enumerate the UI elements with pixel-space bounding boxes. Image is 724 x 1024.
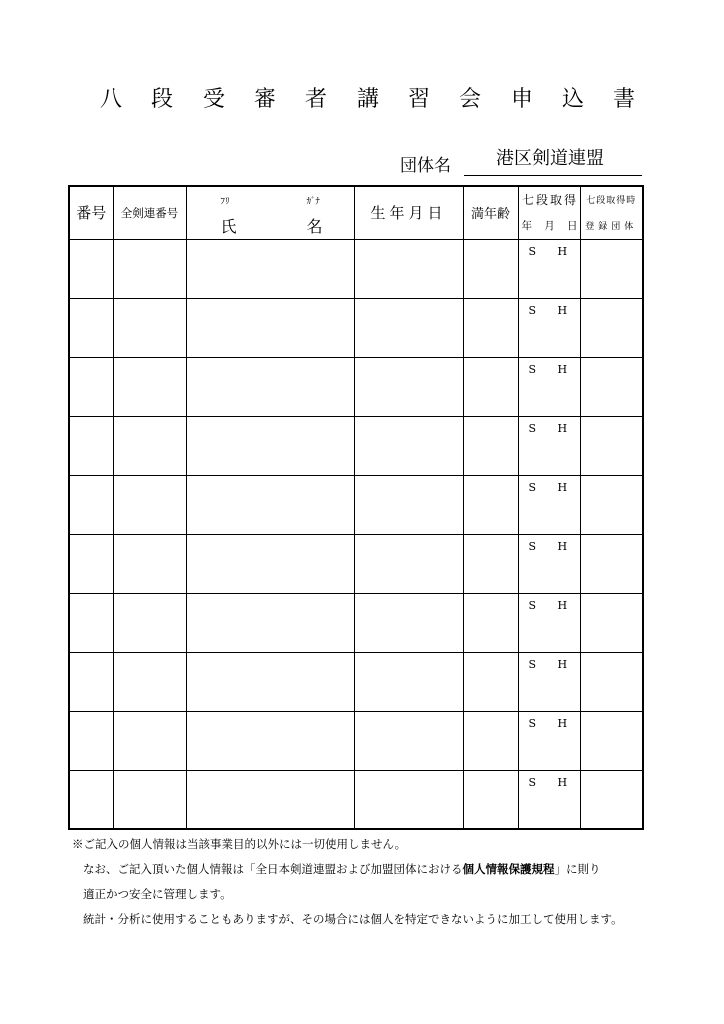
application-table	[68, 185, 644, 830]
cell-name[interactable]	[186, 357, 354, 416]
cell-seventh-dan-date[interactable]	[518, 298, 580, 357]
organization-field	[400, 144, 642, 174]
title-char: 審	[253, 87, 276, 112]
cell-seventh-dan-date-value: S H	[528, 657, 577, 671]
cell-zenkenren-number[interactable]	[113, 298, 186, 357]
cell-seventh-dan-org[interactable]	[580, 652, 643, 711]
table-header-row	[69, 186, 643, 239]
cell-seventh-dan-org[interactable]	[580, 298, 643, 357]
cell-seventh-dan-org[interactable]	[580, 239, 643, 298]
cell-name[interactable]	[186, 770, 354, 829]
cell-number[interactable]	[69, 239, 113, 298]
note-line-2a: なお、ご記入頂いた個人情報は「全日本剣道連盟および加盟団体における	[83, 862, 463, 876]
cell-seventh-dan-date[interactable]	[518, 416, 580, 475]
organization-label: 団体名	[400, 156, 451, 176]
title-char: 書	[612, 87, 635, 112]
cell-number[interactable]	[69, 534, 113, 593]
cell-birthdate[interactable]	[354, 416, 463, 475]
header-day: 日	[567, 220, 578, 232]
cell-seventh-dan-org[interactable]	[580, 593, 643, 652]
cell-seventh-dan-date[interactable]	[518, 534, 580, 593]
header-seventh-dan-label: 七段取得	[521, 193, 578, 207]
header-date-units	[522, 218, 578, 233]
cell-zenkenren-number[interactable]	[113, 593, 186, 652]
cell-seventh-dan-date-value: S H	[528, 598, 577, 612]
cell-seventh-dan-date-value: S H	[528, 421, 577, 435]
cell-seventh-dan-org[interactable]	[580, 770, 643, 829]
cell-birthdate[interactable]	[354, 534, 463, 593]
table-row	[69, 593, 643, 652]
privacy-notes	[72, 832, 642, 932]
cell-zenkenren-number[interactable]	[113, 652, 186, 711]
table-row	[69, 416, 643, 475]
cell-birthdate[interactable]	[354, 298, 463, 357]
header-number: 番号	[69, 186, 113, 239]
cell-age[interactable]	[463, 239, 518, 298]
cell-seventh-dan-date[interactable]	[518, 357, 580, 416]
cell-age[interactable]	[463, 416, 518, 475]
cell-name[interactable]	[186, 711, 354, 770]
cell-birthdate[interactable]	[354, 357, 463, 416]
cell-age[interactable]	[463, 770, 518, 829]
cell-seventh-dan-org[interactable]	[580, 711, 643, 770]
title-char: 者	[304, 87, 327, 112]
note-line-2b: 」に則り	[554, 862, 601, 876]
title-char: 込	[561, 87, 584, 112]
organization-value[interactable]: 港区剣道連盟	[496, 148, 604, 169]
cell-age[interactable]	[463, 534, 518, 593]
cell-zenkenren-number[interactable]	[113, 357, 186, 416]
header-birthdate: 生年月日	[354, 186, 463, 239]
cell-seventh-dan-org[interactable]	[580, 534, 643, 593]
cell-zenkenren-number[interactable]	[113, 534, 186, 593]
header-furi: ﾌﾘ	[220, 197, 230, 207]
cell-seventh-dan-date-value: S H	[528, 244, 577, 258]
organization-underline	[464, 175, 642, 176]
cell-birthdate[interactable]	[354, 711, 463, 770]
title-char: 八	[99, 87, 122, 112]
header-shi: 氏	[220, 217, 237, 236]
cell-seventh-dan-date[interactable]	[518, 711, 580, 770]
cell-seventh-dan-date-value: S H	[528, 303, 577, 317]
header-seventh-dan-org	[580, 186, 643, 239]
header-seventh-org-top: 七段取得時	[586, 196, 637, 206]
table-row	[69, 298, 643, 357]
cell-age[interactable]	[463, 357, 518, 416]
cell-seventh-dan-date[interactable]	[518, 475, 580, 534]
note-line-2-bold: 個人情報保護規程	[462, 862, 555, 876]
note-line-4: 統計・分析に使用することもありますが、その場合には個人を特定できないように加工して使用します。	[83, 912, 623, 926]
cell-name[interactable]	[186, 534, 354, 593]
cell-seventh-dan-org[interactable]	[580, 475, 643, 534]
cell-zenkenren-number[interactable]	[113, 711, 186, 770]
cell-number[interactable]	[69, 593, 113, 652]
header-zenkenren-number: 全剣連番号	[113, 186, 186, 239]
note-line-3: 適正かつ安全に管理します。	[83, 887, 232, 901]
table-row	[69, 475, 643, 534]
table-row	[69, 357, 643, 416]
title-char: 段	[150, 87, 173, 112]
cell-zenkenren-number[interactable]	[113, 475, 186, 534]
cell-seventh-dan-org[interactable]	[580, 416, 643, 475]
title-char: 申	[510, 87, 533, 112]
cell-birthdate[interactable]	[354, 475, 463, 534]
cell-number[interactable]	[69, 770, 113, 829]
cell-number[interactable]	[69, 357, 113, 416]
title-char: 受	[202, 87, 225, 112]
header-age: 満年齢	[463, 186, 518, 239]
cell-name[interactable]	[186, 593, 354, 652]
cell-number[interactable]	[69, 298, 113, 357]
note-line-1: ※ご記入の個人情報は当該事業目的以外には一切使用しません。	[72, 837, 407, 851]
table-row	[69, 711, 643, 770]
header-mei: 名	[306, 217, 323, 236]
cell-seventh-dan-date[interactable]	[518, 652, 580, 711]
cell-seventh-dan-date[interactable]	[518, 770, 580, 829]
header-year: 年	[521, 220, 532, 232]
table-row	[69, 239, 643, 298]
cell-name[interactable]	[186, 416, 354, 475]
cell-seventh-dan-date-value: S H	[528, 716, 577, 730]
title-char: 会	[458, 87, 481, 112]
title-char: 講	[356, 87, 379, 112]
header-seventh-dan-date	[518, 186, 580, 239]
table-row	[69, 534, 643, 593]
cell-name[interactable]	[186, 239, 354, 298]
header-month: 月	[544, 220, 555, 232]
cell-zenkenren-number[interactable]	[113, 416, 186, 475]
cell-age[interactable]	[463, 475, 518, 534]
cell-number[interactable]	[69, 652, 113, 711]
note-line-2	[72, 857, 642, 882]
cell-seventh-dan-date-value: S H	[528, 775, 577, 789]
cell-name[interactable]	[186, 652, 354, 711]
cell-birthdate[interactable]	[354, 652, 463, 711]
cell-age[interactable]	[463, 593, 518, 652]
header-seventh-org-bottom: 登録団体	[585, 222, 638, 232]
cell-birthdate[interactable]	[354, 593, 463, 652]
cell-birthdate[interactable]	[354, 770, 463, 829]
cell-seventh-dan-date-value: S H	[528, 480, 577, 494]
cell-birthdate[interactable]	[354, 239, 463, 298]
cell-number[interactable]	[69, 475, 113, 534]
cell-seventh-dan-date[interactable]	[518, 593, 580, 652]
cell-zenkenren-number[interactable]	[113, 239, 186, 298]
cell-seventh-dan-org[interactable]	[580, 357, 643, 416]
cell-name[interactable]	[186, 475, 354, 534]
header-gana: ｶﾞﾅ	[306, 197, 321, 207]
cell-number[interactable]	[69, 416, 113, 475]
cell-zenkenren-number[interactable]	[113, 770, 186, 829]
cell-age[interactable]	[463, 298, 518, 357]
title-char: 習	[407, 87, 430, 112]
table-row	[69, 770, 643, 829]
cell-age[interactable]	[463, 711, 518, 770]
table-row	[69, 652, 643, 711]
cell-seventh-dan-date-value: S H	[528, 362, 577, 376]
cell-name[interactable]	[186, 298, 354, 357]
cell-seventh-dan-date-value: S H	[528, 539, 577, 553]
cell-seventh-dan-date[interactable]	[518, 239, 580, 298]
cell-age[interactable]	[463, 652, 518, 711]
header-name	[186, 186, 354, 239]
cell-number[interactable]	[69, 711, 113, 770]
